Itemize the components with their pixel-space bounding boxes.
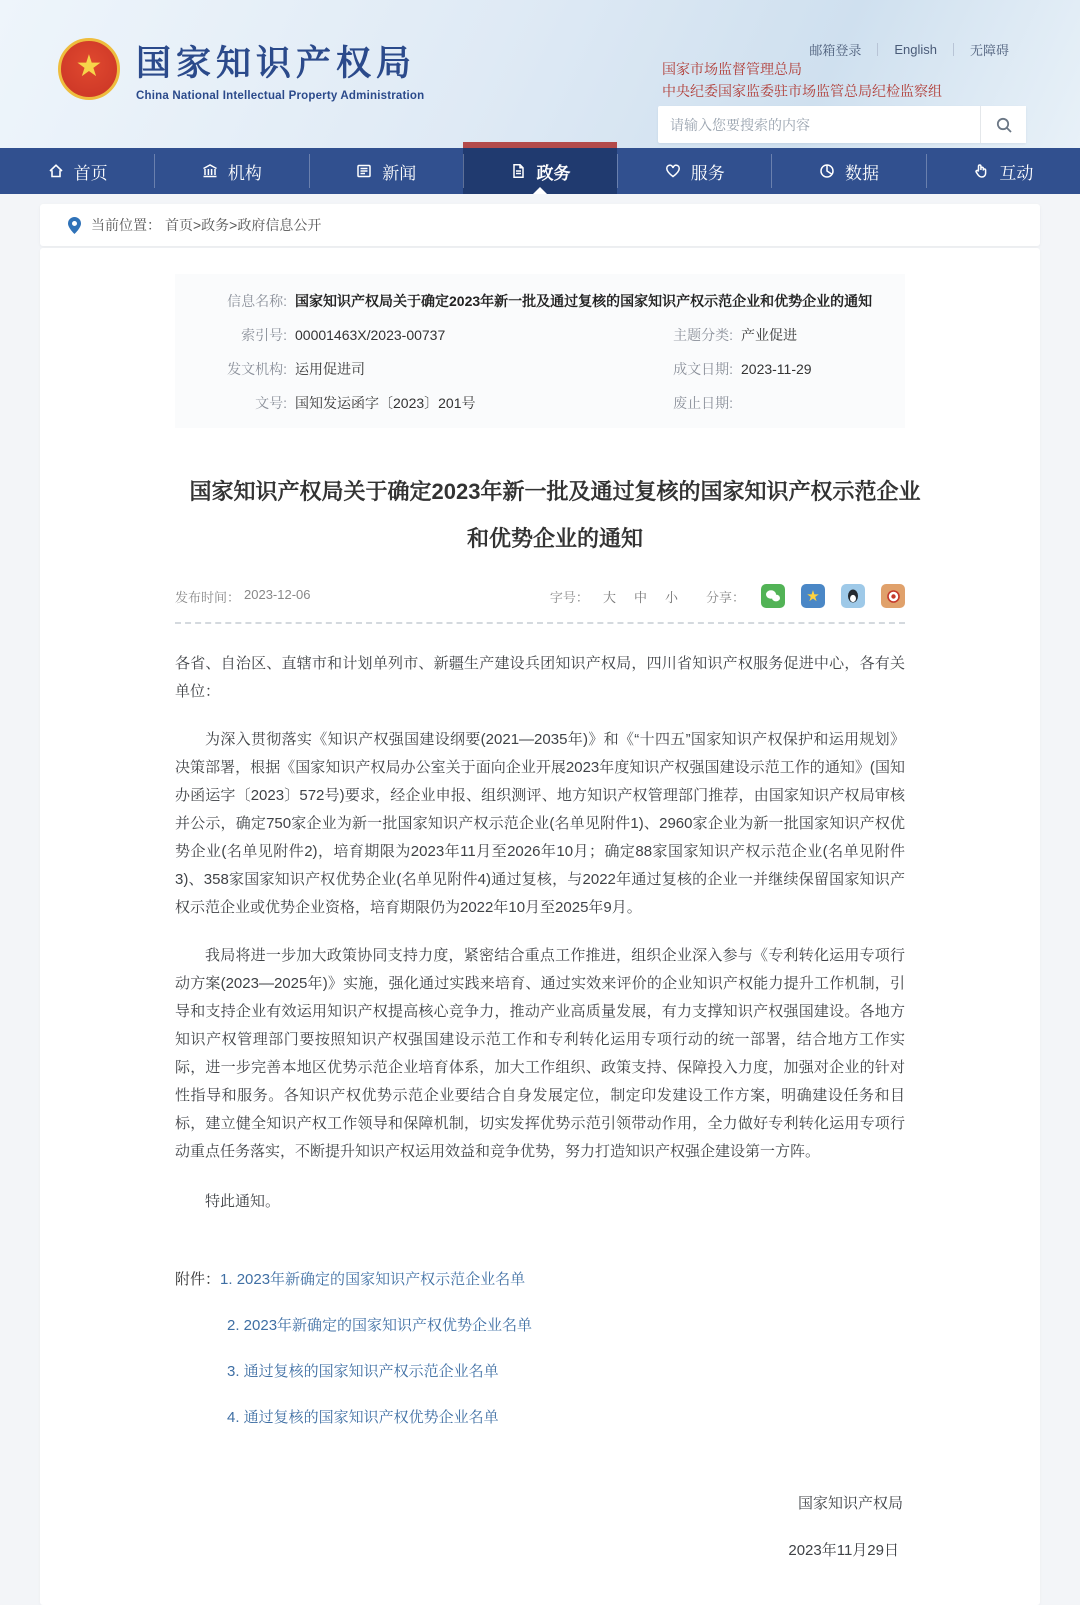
- meta-docnum-label: 文号:: [255, 395, 287, 411]
- utility-links: [793, 40, 1025, 59]
- site-header: [0, 0, 1080, 148]
- attachment-link-1[interactable]: 1. 2023年新确定的国家知识产权示范企业名单: [220, 1271, 526, 1288]
- signature-date: 2023年11月29日: [788, 1542, 899, 1559]
- document-meta-table: [175, 274, 905, 428]
- meta-date-label: 成文日期:: [673, 361, 733, 377]
- search-button[interactable]: [980, 106, 1026, 143]
- attachment-line: [175, 1266, 905, 1294]
- interaction-icon: [972, 162, 990, 180]
- attachment-line: [175, 1404, 905, 1432]
- org-link-samr[interactable]: 国家市场监督管理总局: [662, 61, 802, 77]
- share-label: 分享：: [705, 589, 745, 605]
- body-paragraph-1: 为深入贯彻落实《知识产权强国建设纲要(2021—2035年)》和《“十四五”国家知识产权保护和运用规划》决策部署，根据《国家知识产权局办公室关于面向企业开展2023年度知识产权强国建设示范工作的通知》(国知办函运字〔2023〕572号)要求，经企业申报、组织测评、地方知识产权管理部门推荐，由国家知识产权局审核并公示，确定750家企业为新一批国家知识产权示范企业(名单见附件1)、2960家企业为新一批国家知识产权优势企业(名单见附件2)，培育期限为2023年11月至2026年10月；确定88家国家知识产权示范企业(名单见附件3)、358家国家知识产权优势企业(名单见附件4)通过复核，与2022年通过复核的企业一并继续保留国家知识产权示范企业或优势企业资格，培育期限仍为2022年10月至2025年9月。: [175, 731, 905, 916]
- signature-block: [175, 1490, 905, 1565]
- article-title: 国家知识产权局关于确定2023年新一批及通过复核的国家知识产权示范企业 和优势企业的通知: [189, 479, 921, 551]
- site-title: 国家知识产权局: [136, 44, 417, 83]
- wechat-share-icon[interactable]: [761, 584, 785, 608]
- nav-item-service[interactable]: 服务: [617, 148, 771, 194]
- signature-org: 国家知识产权局: [797, 1495, 903, 1512]
- font-size-medium-button[interactable]: 中: [633, 589, 647, 605]
- news-icon: [355, 162, 373, 180]
- meta-index-label: 索引号:: [241, 327, 287, 343]
- attachment-link-4[interactable]: 4. 通过复核的国家知识产权优势企业名单: [227, 1409, 499, 1426]
- org-link-discipline-inspection[interactable]: 中央纪委国家监委驻市场监管总局纪检监察组: [662, 83, 942, 99]
- content-card: [40, 248, 1040, 1605]
- weibo-share-icon[interactable]: [881, 584, 905, 608]
- institution-icon: [201, 162, 219, 180]
- meta-issuer-value: 运用促进司: [295, 361, 365, 377]
- data-icon: [818, 162, 836, 180]
- meta-row-name: [175, 284, 905, 318]
- attachment-line: [175, 1312, 905, 1340]
- gov-affairs-icon: [509, 162, 527, 180]
- meta-name-value: 国家知识产权局关于确定2023年新一批及通过复核的国家知识产权示范企业和优势企业的通知: [295, 293, 873, 309]
- search-input[interactable]: [658, 106, 980, 143]
- related-org-links: [662, 58, 942, 102]
- service-icon: [664, 162, 682, 180]
- attachment-line: [175, 1358, 905, 1386]
- home-icon: [47, 162, 65, 180]
- logo-block: [58, 36, 424, 102]
- meta-name-label: 信息名称:: [227, 293, 287, 309]
- nav-item-news[interactable]: 新闻: [309, 148, 463, 194]
- breadcrumb-path[interactable]: 首页>政务>政府信息公开: [165, 217, 322, 233]
- active-tab-red-bar: [463, 142, 617, 148]
- nav-item-home[interactable]: 首页: [0, 148, 154, 194]
- publish-time-label: 发布时间：: [175, 589, 241, 605]
- breadcrumb: [40, 204, 1040, 246]
- salutation-paragraph: 各省、自治区、直辖市和计划单列市、新疆生产建设兵团知识产权局，四川省知识产权服务促进中心，各有关单位：: [175, 655, 905, 700]
- nav-item-data[interactable]: 数据: [771, 148, 925, 194]
- article-meta-bar: [175, 584, 905, 608]
- national-emblem-logo: [58, 38, 120, 100]
- nav-item-interaction[interactable]: 互动: [926, 148, 1080, 194]
- nav-item-gov-affairs[interactable]: 政务: [463, 148, 617, 194]
- meta-topic-value: 产业促进: [741, 327, 797, 343]
- emblem-star-icon: ★: [75, 50, 103, 83]
- dashed-divider: [175, 622, 905, 624]
- meta-row-issuer: [175, 352, 905, 386]
- search-icon: [995, 116, 1013, 134]
- meta-issuer-label: 发文机构:: [227, 361, 287, 377]
- main-nav: [0, 148, 1080, 194]
- meta-row-index: [175, 318, 905, 352]
- location-pin-icon: [68, 217, 81, 234]
- meta-expire-label: 废止日期:: [673, 395, 733, 411]
- font-size-label: 字号：: [549, 589, 589, 605]
- article-body: [175, 650, 905, 1565]
- meta-topic-label: 主题分类:: [673, 327, 733, 343]
- nav-item-institution[interactable]: 机构: [154, 148, 308, 194]
- english-link[interactable]: English: [894, 42, 937, 57]
- site-subtitle-english: China National Intellectual Property Administration: [136, 90, 425, 102]
- meta-row-docnum: [175, 386, 905, 420]
- accessibility-link[interactable]: 无障碍: [969, 43, 1009, 58]
- breadcrumb-prefix: 当前位置：: [91, 217, 161, 233]
- attachments-label: 附件：: [175, 1271, 221, 1288]
- mail-login-link[interactable]: 邮箱登录: [809, 43, 862, 58]
- meta-index-value: 00001463X/2023-00737: [295, 327, 446, 343]
- attachment-list: [175, 1266, 905, 1432]
- font-size-small-button[interactable]: 小: [664, 589, 678, 605]
- qzone-share-icon[interactable]: ★: [801, 584, 825, 608]
- attachment-link-2[interactable]: 2. 2023年新确定的国家知识产权优势企业名单: [227, 1317, 533, 1334]
- qq-share-icon[interactable]: [841, 584, 865, 608]
- meta-date-value: 2023-11-29: [741, 361, 812, 377]
- publish-time-value: 2023-12-06: [244, 586, 311, 602]
- font-size-large-button[interactable]: 大: [602, 589, 616, 605]
- meta-docnum-value: 国知发运函字〔2023〕201号: [295, 395, 476, 411]
- closing-paragraph: 特此通知。: [205, 1193, 281, 1210]
- body-paragraph-2: 我局将进一步加大政策协同支持力度，紧密结合重点工作推进，组织企业深入参与《专利转化运用专项行动方案(2023—2025年)》实施，强化通过实践来培育、通过实效来评价的企业知识产权能力提升工作机制，引导和支持企业有效运用知识产权提高核心竞争力，推动产业高质量发展，有力支撑知识产权强国建设。各地方知识产权管理部门要按照知识产权强国建设示范工作和专利转化运用专项行动的统一部署，结合地方工作实际，进一步完善本地区优势示范企业培育体系，加大工作组织、政策支持、保障投入力度，加强对企业的针对性指导和服务。各知识产权优势示范企业要结合自身发展定位，制定印发建设工作方案，明确建设任务和目标，建立健全知识产权工作领导和保障机制，切实发挥优势示范引领带动作用，全力做好专利转化运用专项行动重点任务落实，不断提升知识产权运用效益和竞争优势，努力打造知识产权强企建设第一方阵。: [175, 947, 905, 1160]
- site-search: [658, 106, 1026, 143]
- attachment-link-3[interactable]: 3. 通过复核的国家知识产权示范企业名单: [227, 1363, 499, 1380]
